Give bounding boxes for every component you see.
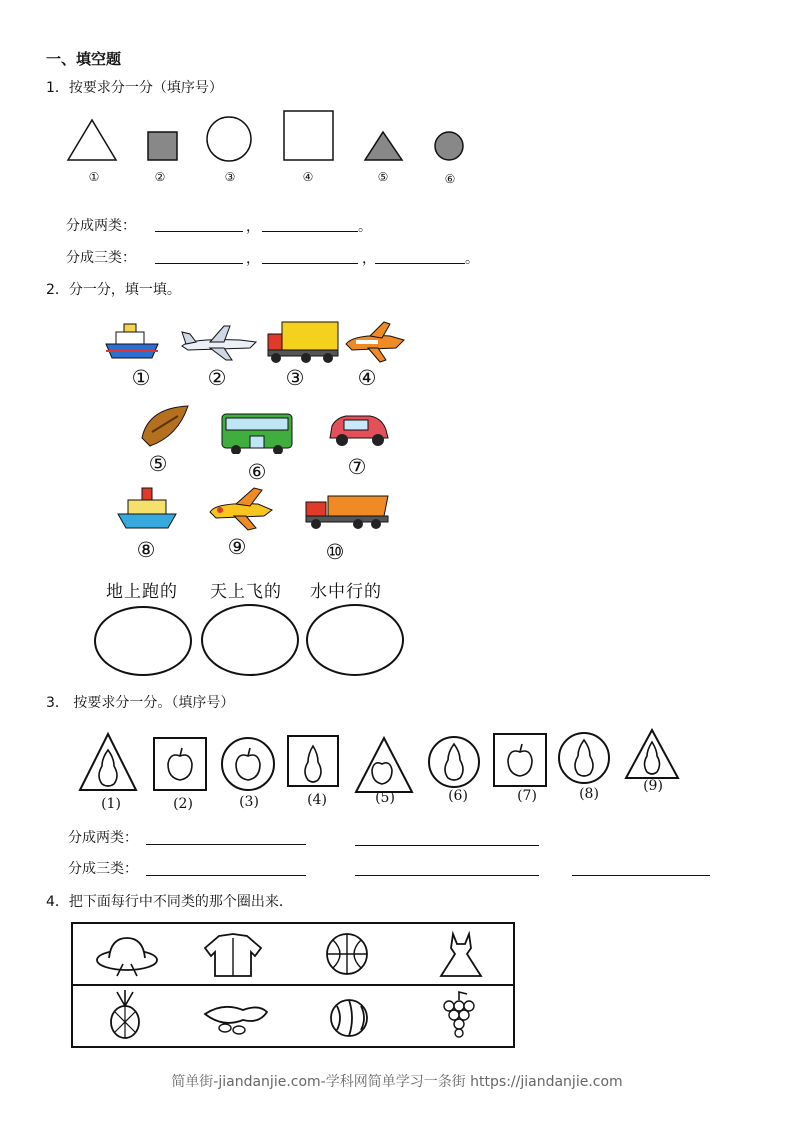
q1-period: 。 xyxy=(358,219,372,235)
steamship-icon xyxy=(118,488,176,528)
q2-label-8: ⑧ xyxy=(136,538,156,562)
q1-two-class-label: 分成两类： xyxy=(66,218,136,234)
q3-label-9: (9) xyxy=(643,778,663,794)
q4-row-divider xyxy=(73,984,513,986)
q2-label-7: ⑦ xyxy=(347,455,367,479)
q1-label-3: ③ xyxy=(224,170,236,184)
q1-label-5: ⑤ xyxy=(377,170,389,184)
q2-vehicles-row-3 xyxy=(114,484,404,534)
question-1-title: 1．按要求分一分（填序号） xyxy=(46,80,223,96)
q4-table xyxy=(71,922,515,1048)
q3-fruit-shapes xyxy=(78,728,688,794)
q3-label-8: (8) xyxy=(579,786,599,802)
q1-comma-3: ， xyxy=(362,251,376,267)
q3-two-class-blank-2[interactable] xyxy=(355,845,539,846)
q1-two-class-blank-2[interactable] xyxy=(262,231,358,232)
square-apple-icon-2 xyxy=(494,734,546,786)
q2-label-3: ③ xyxy=(285,366,305,390)
large-triangle-shape xyxy=(68,120,116,160)
square-pear-icon xyxy=(288,736,338,786)
q1-label-1: ① xyxy=(88,170,100,184)
q1-three-class-blank-2[interactable] xyxy=(262,263,358,264)
q3-three-class-blank-3[interactable] xyxy=(572,875,710,876)
q2-vehicles-row-2 xyxy=(138,402,398,454)
oval-water[interactable] xyxy=(306,604,404,676)
oval-ground[interactable] xyxy=(94,606,192,676)
q1-label-4: ④ xyxy=(302,170,314,184)
bus-icon xyxy=(222,414,292,454)
q1-comma: ， xyxy=(246,219,260,235)
q2-label-1: ① xyxy=(131,366,151,390)
small-gray-triangle-shape xyxy=(365,132,402,160)
q2-label-4: ④ xyxy=(357,366,377,390)
q4-row-2[interactable] xyxy=(93,990,493,1042)
hat-icon xyxy=(97,938,157,976)
q3-three-class-blank-2[interactable] xyxy=(355,875,539,876)
q3-label-2: (2) xyxy=(173,796,193,812)
truck-icon xyxy=(268,322,338,363)
ship-icon xyxy=(106,324,158,358)
q1-three-class-blank-3[interactable] xyxy=(375,263,465,264)
q1-label-2: ② xyxy=(154,170,166,184)
large-circle-shape xyxy=(207,117,251,161)
category-ground: 地上跑的 xyxy=(106,582,178,602)
q2-label-9: ⑨ xyxy=(227,535,247,559)
jet-plane-icon xyxy=(346,322,404,362)
q4-row-1[interactable] xyxy=(93,930,493,980)
rowboat-icon xyxy=(142,406,188,446)
triangle-apple-icon xyxy=(356,738,412,792)
circle-pear-icon-2 xyxy=(559,733,609,783)
q1-shapes xyxy=(60,108,480,168)
q3-two-class-blank-1[interactable] xyxy=(146,844,306,845)
q1-three-class-blank-1[interactable] xyxy=(155,263,243,264)
q1-comma-2: ， xyxy=(246,251,260,267)
small-gray-circle-shape xyxy=(435,132,463,160)
triangle-pear-icon-2 xyxy=(626,730,678,778)
question-4-title: 4．把下面每行中不同类的那个圈出来． xyxy=(46,894,293,910)
square-apple-icon xyxy=(154,738,206,790)
category-water: 水中行的 xyxy=(310,582,382,602)
q2-vehicles-row-1 xyxy=(100,318,410,366)
q1-label-6: ⑥ xyxy=(444,172,456,186)
yellow-airplane-icon xyxy=(210,488,272,530)
triangle-pear-icon xyxy=(80,734,136,790)
q3-label-7: (7) xyxy=(517,788,537,804)
question-3-title: 3． 按要求分一分。（填序号） xyxy=(46,695,235,711)
q1-three-class-label: 分成三类： xyxy=(66,250,136,266)
q3-label-6: (6) xyxy=(448,788,468,804)
airplane-icon xyxy=(182,326,256,360)
q3-label-5: (5) xyxy=(375,790,395,806)
q2-label-5: ⑤ xyxy=(148,452,168,476)
car-icon xyxy=(330,416,388,446)
jacket-icon xyxy=(205,934,261,976)
question-2-title: 2．分一分，填一填。 xyxy=(46,282,181,298)
q3-three-class-label: 分成三类： xyxy=(68,861,138,877)
footer-watermark: 简单街-jiandanjie.com-学科网简单学习一条街 https://jiandanjie.com xyxy=(171,1074,623,1090)
dress-icon xyxy=(441,934,481,976)
circle-pear-icon xyxy=(429,737,479,787)
q2-label-2: ② xyxy=(207,366,227,390)
section-title: 一、填空题 xyxy=(46,50,122,68)
circle-apple-icon xyxy=(222,738,274,790)
watermelon-icon xyxy=(331,1000,367,1036)
pineapple-icon xyxy=(111,990,139,1038)
dump-truck-icon xyxy=(306,496,388,529)
q2-label-6: ⑥ xyxy=(247,460,267,484)
small-gray-square-shape xyxy=(148,132,177,160)
q3-label-3: (3) xyxy=(239,794,259,810)
q3-two-class-label: 分成两类： xyxy=(68,830,138,846)
q3-three-class-blank-1[interactable] xyxy=(146,875,306,876)
q2-label-10: ⑩ xyxy=(325,540,345,564)
q3-label-4: (4) xyxy=(307,792,327,808)
q3-label-1: (1) xyxy=(101,796,121,812)
q1-period-2: 。 xyxy=(465,251,479,267)
grapes-icon xyxy=(444,992,474,1037)
peanut-pod-icon xyxy=(205,1007,267,1034)
basketball-icon xyxy=(327,934,367,974)
q1-two-class-blank-1[interactable] xyxy=(155,231,243,232)
oval-sky[interactable] xyxy=(201,604,299,676)
large-square-shape xyxy=(284,111,333,160)
category-sky: 天上飞的 xyxy=(210,582,282,602)
